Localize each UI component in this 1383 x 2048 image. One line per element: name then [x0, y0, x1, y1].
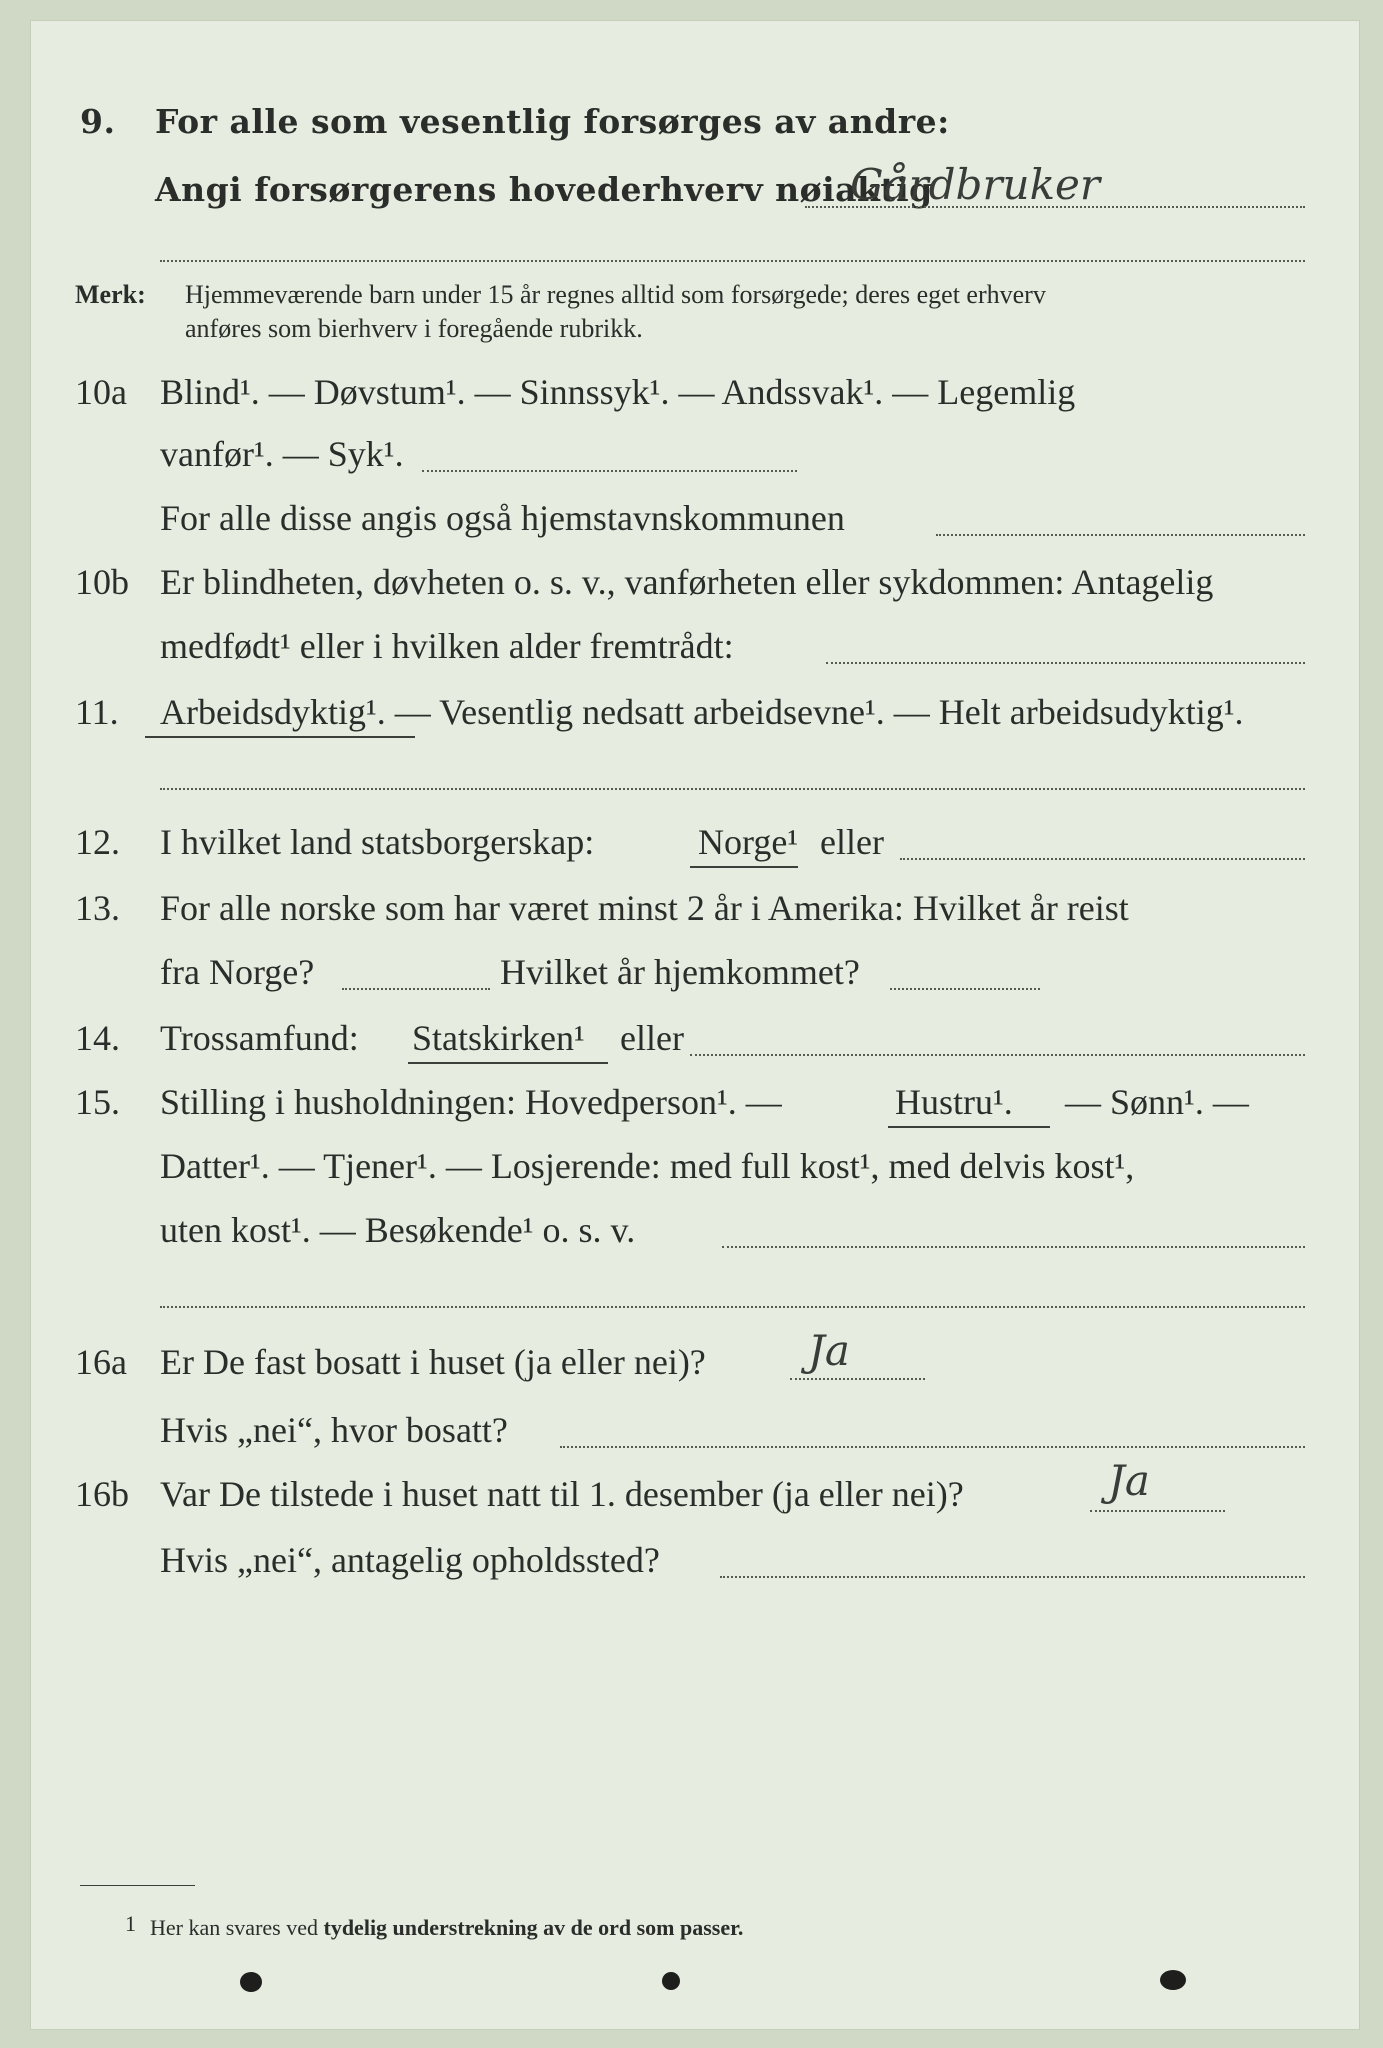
q11-extra-line	[160, 788, 1305, 790]
q13-hjemkommet-line	[890, 988, 1040, 990]
q16b-number: 16b	[75, 1474, 129, 1514]
q11-underline-arbeidsdyktig	[145, 736, 415, 738]
q15-underline-hustru	[888, 1126, 1050, 1128]
q10a-line1: Blind¹. — Døvstum¹. — Sinnssyk¹. — Andssvak¹. — Legemlig	[160, 372, 1076, 412]
binding-hole-right	[1160, 1970, 1186, 1990]
q16b-handwritten-answer: Ja	[1108, 1456, 1150, 1505]
q13-number: 13.	[75, 888, 120, 928]
footnote-bold: tydelig understrekning av de ord som passer.	[323, 1915, 744, 1940]
q10b-number: 10b	[75, 562, 129, 602]
q16b-line2: Hvis „nei“, antagelig opholdssted?	[160, 1540, 660, 1580]
q15-extra-line	[160, 1306, 1305, 1308]
merk-line1: Hjemmeværende barn under 15 år regnes alltid som forsørgede; deres eget erhverv	[185, 280, 1046, 309]
footnote-rule	[80, 1885, 195, 1886]
q16b-line1: Var De tilstede i huset natt til 1. desember (ja eller nei)?	[160, 1474, 964, 1514]
q10a-syk-line	[422, 470, 797, 472]
q10a-line3: For alle disse angis også hjemstavnskommunen	[160, 498, 845, 538]
q14-number: 14.	[75, 1018, 120, 1058]
q9-handwritten-answer: Gårdbruker	[850, 160, 1100, 209]
binding-hole-center	[662, 1972, 680, 1990]
q12-number: 12.	[75, 822, 120, 862]
merk-label: Merk:	[75, 280, 146, 309]
q16a-line2: Hvis „nei“, hvor bosatt?	[160, 1410, 508, 1450]
q13-reist-line	[342, 988, 490, 990]
q14-underline-statskirken	[408, 1062, 608, 1064]
q16b-opholdssted-line	[720, 1576, 1305, 1578]
q15-line1c: — Sønn¹. —	[1065, 1082, 1249, 1122]
q10a-line2: vanfør¹. — Syk¹.	[160, 434, 404, 474]
q10a-kommune-line	[936, 534, 1305, 536]
q14-statskirken: Statskirken¹	[412, 1018, 585, 1058]
q16a-handwritten-answer: Ja	[808, 1326, 850, 1375]
q12-norge: Norge¹	[698, 822, 799, 862]
q16a-number: 16a	[75, 1342, 127, 1382]
q14-text: Trossamfund:	[160, 1018, 359, 1058]
q16a-bosatt-line	[560, 1446, 1305, 1448]
footnote-mark: 1	[125, 1911, 136, 1936]
q13-reist-label: fra Norge?	[160, 952, 315, 992]
q10b-answer-line	[826, 662, 1305, 664]
q16b-answer-line	[1090, 1510, 1225, 1512]
q9-line1: For alle som vesentlig forsørges av andre:	[155, 102, 950, 141]
q9-line2: Angi forsørgerens hovederhverv nøiaktig	[155, 170, 933, 209]
q16a-answer-line	[790, 1378, 925, 1380]
q11-line1: Arbeidsdyktig¹. — Vesentlig nedsatt arbeidsevne¹. — Helt arbeidsudyktig¹.	[160, 692, 1244, 732]
q12-answer-line	[900, 858, 1305, 860]
census-form-page	[30, 20, 1360, 2030]
q11-number: 11.	[75, 692, 119, 732]
q14-eller: eller	[620, 1018, 684, 1058]
q10b-line2: medfødt¹ eller i hvilken alder fremtrådt:	[160, 626, 734, 666]
footnote-plain: Her kan svares ved	[150, 1915, 318, 1940]
q10a-number: 10a	[75, 372, 127, 412]
merk-line2: anføres som bierhverv i foregående rubrikk.	[185, 314, 643, 343]
q12-eller: eller	[820, 822, 884, 862]
q13-hjemkommet-label: Hvilket år hjemkommet?	[500, 952, 860, 992]
q14-answer-line	[690, 1054, 1305, 1056]
q15-line2: Datter¹. — Tjener¹. — Losjerende: med full kost¹, med delvis kost¹,	[160, 1146, 1135, 1186]
q9-number: 9.	[80, 102, 116, 141]
q13-line1: For alle norske som har været minst 2 år i Amerika: Hvilket år reist	[160, 888, 1129, 928]
q15-number: 15.	[75, 1082, 120, 1122]
footnote-text	[150, 1914, 743, 1942]
q15-line1a: Stilling i husholdningen: Hovedperson¹. —	[160, 1082, 782, 1122]
q12-underline-norge	[690, 866, 798, 868]
q9-extra-line	[160, 260, 1305, 262]
q12-text: I hvilket land statsborgerskap:	[160, 822, 595, 862]
q10b-line1: Er blindheten, døvheten o. s. v., vanførheten eller sykdommen: Antagelig	[160, 562, 1214, 602]
q15-answer-line	[722, 1246, 1305, 1248]
q15-line3: uten kost¹. — Besøkende¹ o. s. v.	[160, 1210, 636, 1250]
binding-hole-left	[240, 1972, 262, 1992]
q15-hustru: Hustru¹.	[895, 1082, 1013, 1122]
q16a-line1: Er De fast bosatt i huset (ja eller nei)?	[160, 1342, 706, 1382]
